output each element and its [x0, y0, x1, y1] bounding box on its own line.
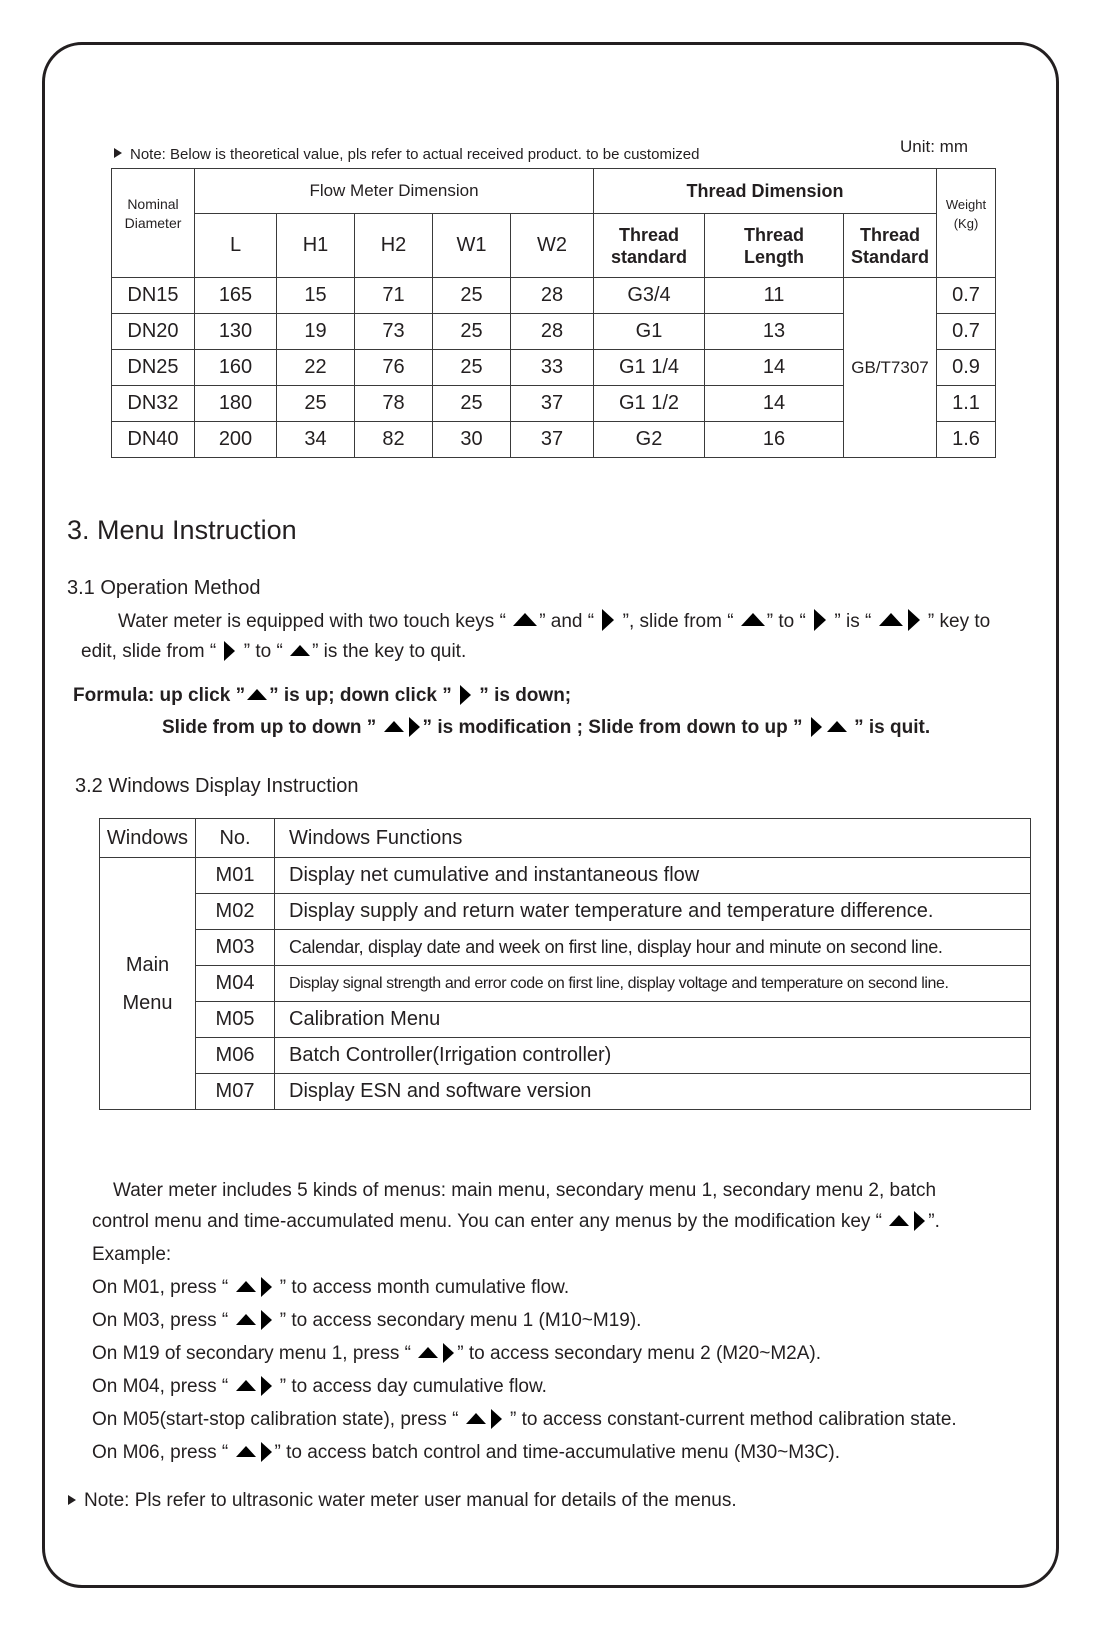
windows-table	[99, 818, 1031, 1110]
col-header-thread-standard	[594, 214, 705, 278]
cell-weight: 1.6	[937, 422, 996, 458]
right-key-icon	[261, 1376, 272, 1396]
cell-thread: G3/4	[594, 278, 705, 314]
thread-dimension-header: Thread Dimension	[594, 169, 937, 214]
up-key-icon	[236, 1446, 256, 1457]
table-header-row	[100, 819, 1031, 858]
menus-paragraph-line1: Water meter includes 5 kinds of menus: main menu, secondary menu 1, secondary menu 2, batch	[113, 1180, 937, 1201]
example-line	[92, 1343, 821, 1365]
formula-line1	[73, 685, 571, 707]
cell-weight: 1.1	[937, 386, 996, 422]
col-header-W2: W2	[511, 214, 594, 278]
up-key-icon	[418, 1347, 438, 1358]
right-key-icon	[460, 685, 471, 705]
up-key-icon	[741, 613, 765, 626]
col-header-thread-standard-2	[844, 214, 937, 278]
col-header-W1: W1	[433, 214, 511, 278]
top-note	[114, 146, 699, 163]
nominal-diameter-header	[112, 169, 195, 278]
text: ” is “	[829, 611, 877, 632]
dimension-table	[111, 168, 996, 458]
right-key-icon	[814, 609, 826, 631]
cell-no: M03	[196, 930, 275, 966]
right-key-icon	[261, 1277, 272, 1297]
header-line: Standard	[850, 246, 929, 267]
table-row	[100, 1074, 1031, 1110]
up-key-icon	[384, 721, 404, 732]
weight-header	[937, 169, 996, 278]
text: ” to access day cumulative flow.	[274, 1376, 547, 1397]
cell-thread: G2	[594, 422, 705, 458]
cell-weight: 0.9	[937, 350, 996, 386]
header-line: Weight	[945, 196, 987, 212]
cell-no: M04	[196, 966, 275, 1002]
text: ” to access month cumulative flow.	[274, 1277, 570, 1298]
cell-H2: 76	[355, 350, 433, 386]
text: ” to “	[238, 641, 289, 662]
cell-dn: DN40	[112, 422, 195, 458]
cell-function: Display net cumulative and instantaneous flow	[275, 858, 1031, 894]
bullet-icon	[114, 148, 122, 158]
cell-function: Display supply and return water temperature and temperature difference.	[275, 894, 1031, 930]
text: On M01, press “	[92, 1277, 234, 1298]
text: ”.	[928, 1211, 940, 1232]
right-key-icon	[261, 1310, 272, 1330]
header-line: Diameter	[124, 214, 182, 231]
table-row	[100, 930, 1031, 966]
cell-function: Calendar, display date and week on first line, display hour and minute on second line.	[275, 930, 1031, 966]
text: On M19 of secondary menu 1, press “	[92, 1343, 417, 1364]
up-key-icon	[236, 1314, 256, 1325]
cell-length: 11	[705, 278, 844, 314]
cell-thread: G1	[594, 314, 705, 350]
cell-thread: G1 1/2	[594, 386, 705, 422]
cell-W2: 37	[511, 422, 594, 458]
up-key-icon	[827, 721, 847, 732]
right-key-icon	[443, 1343, 454, 1363]
cell-dn: DN32	[112, 386, 195, 422]
header-line: Nominal	[127, 195, 179, 212]
text: On M04, press “	[92, 1376, 234, 1397]
cell-H1: 22	[277, 350, 355, 386]
text: ” is down;	[474, 685, 572, 706]
col-header-H2: H2	[355, 214, 433, 278]
subsection-title-windows-display: 3.2 Windows Display Instruction	[75, 775, 359, 797]
col-header-thread-length	[705, 214, 844, 278]
cell-H2: 82	[355, 422, 433, 458]
cell-dn: DN15	[112, 278, 195, 314]
subsection-title-operation-method: 3.1 Operation Method	[67, 577, 261, 599]
text: ” to “	[766, 611, 812, 632]
example-line	[92, 1442, 840, 1464]
header-no: No.	[196, 819, 275, 858]
cell-no: M07	[196, 1074, 275, 1110]
cell-W2: 37	[511, 386, 594, 422]
text: ”, slide from “	[617, 611, 739, 632]
text: ” and “	[539, 611, 600, 632]
cell-no: M06	[196, 1038, 275, 1074]
right-key-icon	[261, 1442, 272, 1462]
header-line: Length	[744, 246, 804, 267]
cell-no: M05	[196, 1002, 275, 1038]
right-key-icon	[224, 641, 235, 661]
cell-H1: 25	[277, 386, 355, 422]
menus-paragraph-line2	[92, 1211, 940, 1233]
top-note-text: Note: Below is theoretical value, pls refer to actual received product. to be customized	[130, 146, 700, 163]
text: ” to access batch control and time-accumulative menu (M30~M3C).	[274, 1442, 840, 1463]
cell-W2: 28	[511, 278, 594, 314]
header-functions: Windows Functions	[275, 819, 1031, 858]
example-label: Example:	[92, 1244, 172, 1265]
col-header-L: L	[195, 214, 277, 278]
cell-H1: 19	[277, 314, 355, 350]
header-windows: Windows	[100, 819, 196, 858]
example-line	[92, 1277, 569, 1299]
cell-W1: 30	[433, 422, 511, 458]
cell-dn: DN20	[112, 314, 195, 350]
right-key-icon	[491, 1409, 502, 1429]
text: On M05(start-stop calibration state), press “	[92, 1409, 464, 1430]
table-row	[100, 966, 1031, 1002]
cell-L: 165	[195, 278, 277, 314]
cell-H2: 78	[355, 386, 433, 422]
bullet-icon	[68, 1495, 76, 1505]
unit-label: Unit: mm	[900, 137, 968, 156]
right-key-icon	[811, 717, 822, 737]
operation-paragraph-line2	[81, 641, 466, 663]
up-key-icon	[247, 689, 267, 700]
up-key-icon	[879, 613, 903, 626]
header-line: Thread	[859, 224, 920, 245]
text: ” is up; down click ”	[269, 685, 458, 706]
cell-L: 180	[195, 386, 277, 422]
cell-dn: DN25	[112, 350, 195, 386]
cell-W2: 28	[511, 314, 594, 350]
table-row	[100, 894, 1031, 930]
table-row	[100, 858, 1031, 894]
table-row	[100, 1038, 1031, 1074]
table-row	[100, 1002, 1031, 1038]
cell-W1: 25	[433, 386, 511, 422]
cell-L: 130	[195, 314, 277, 350]
text: ” is quit.	[848, 717, 931, 738]
text: control menu and time-accumulated menu. You can enter any menus by the modification key “	[92, 1211, 888, 1232]
cell-length: 14	[705, 350, 844, 386]
text: Formula: up click ”	[73, 685, 246, 706]
cell-weight: 0.7	[937, 278, 996, 314]
label-line: Menu	[122, 991, 173, 1014]
cell-W1: 25	[433, 278, 511, 314]
cell-length: 14	[705, 386, 844, 422]
header-line: (Kg)	[953, 215, 979, 231]
cell-no: M01	[196, 858, 275, 894]
header-line: standard	[610, 246, 688, 267]
cell-thread: G1 1/4	[594, 350, 705, 386]
header-line: Thread	[618, 224, 679, 245]
text: ” to access constant-current method calibration state.	[504, 1409, 957, 1430]
section-title: 3. Menu Instruction	[67, 515, 297, 545]
cell-W2: 33	[511, 350, 594, 386]
up-key-icon	[236, 1380, 256, 1391]
cell-length: 16	[705, 422, 844, 458]
text: ” is the key to quit.	[312, 641, 467, 662]
bottom-note	[68, 1490, 737, 1512]
header-line: Thread	[743, 224, 804, 245]
cell-function: Calibration Menu	[275, 1002, 1031, 1038]
cell-function: Batch Controller(Irrigation controller)	[275, 1038, 1031, 1074]
table-row	[112, 278, 996, 314]
cell-thread-standard: GB/T7307	[844, 278, 937, 458]
formula-line2	[162, 717, 930, 739]
cell-function: Display ESN and software version	[275, 1074, 1031, 1110]
up-key-icon	[236, 1281, 256, 1292]
text: ” to access secondary menu 1 (M10~M19).	[274, 1310, 642, 1331]
example-line	[92, 1376, 547, 1398]
right-key-icon	[914, 1211, 925, 1231]
cell-no: M02	[196, 894, 275, 930]
example-line	[92, 1310, 641, 1332]
text: ” to access secondary menu 2 (M20~M2A).	[457, 1343, 822, 1364]
right-key-icon	[908, 609, 920, 631]
cell-H1: 34	[277, 422, 355, 458]
up-key-icon	[513, 613, 537, 626]
right-key-icon	[602, 609, 614, 631]
operation-paragraph-line1	[118, 609, 990, 633]
text: Water meter is equipped with two touch keys “	[118, 611, 512, 632]
cell-L: 200	[195, 422, 277, 458]
up-key-icon	[889, 1215, 909, 1226]
cell-H2: 71	[355, 278, 433, 314]
flow-meter-dimension-header: Flow Meter Dimension	[195, 169, 594, 214]
up-key-icon	[466, 1413, 486, 1424]
cell-H2: 73	[355, 314, 433, 350]
label-line: Main	[125, 953, 170, 976]
cell-weight: 0.7	[937, 314, 996, 350]
main-menu-label	[100, 858, 196, 1110]
text: edit, slide from “	[81, 641, 222, 662]
col-header-H1: H1	[277, 214, 355, 278]
text: ” is modification ; Slide from down to up ”	[422, 717, 808, 738]
cell-H1: 15	[277, 278, 355, 314]
bottom-note-text: Note: Pls refer to ultrasonic water meter user manual for details of the menus.	[84, 1490, 737, 1511]
cell-W1: 25	[433, 314, 511, 350]
right-key-icon	[409, 717, 420, 737]
cell-L: 160	[195, 350, 277, 386]
example-line	[92, 1409, 957, 1431]
text: ” key to	[922, 611, 991, 632]
up-key-icon	[290, 645, 310, 656]
text: On M03, press “	[92, 1310, 234, 1331]
text: On M06, press “	[92, 1442, 234, 1463]
cell-length: 13	[705, 314, 844, 350]
text: Slide from up to down ”	[162, 717, 382, 738]
cell-function: Display signal strength and error code on first line, display voltage and temperature on second line.	[275, 966, 1031, 1002]
cell-W1: 25	[433, 350, 511, 386]
